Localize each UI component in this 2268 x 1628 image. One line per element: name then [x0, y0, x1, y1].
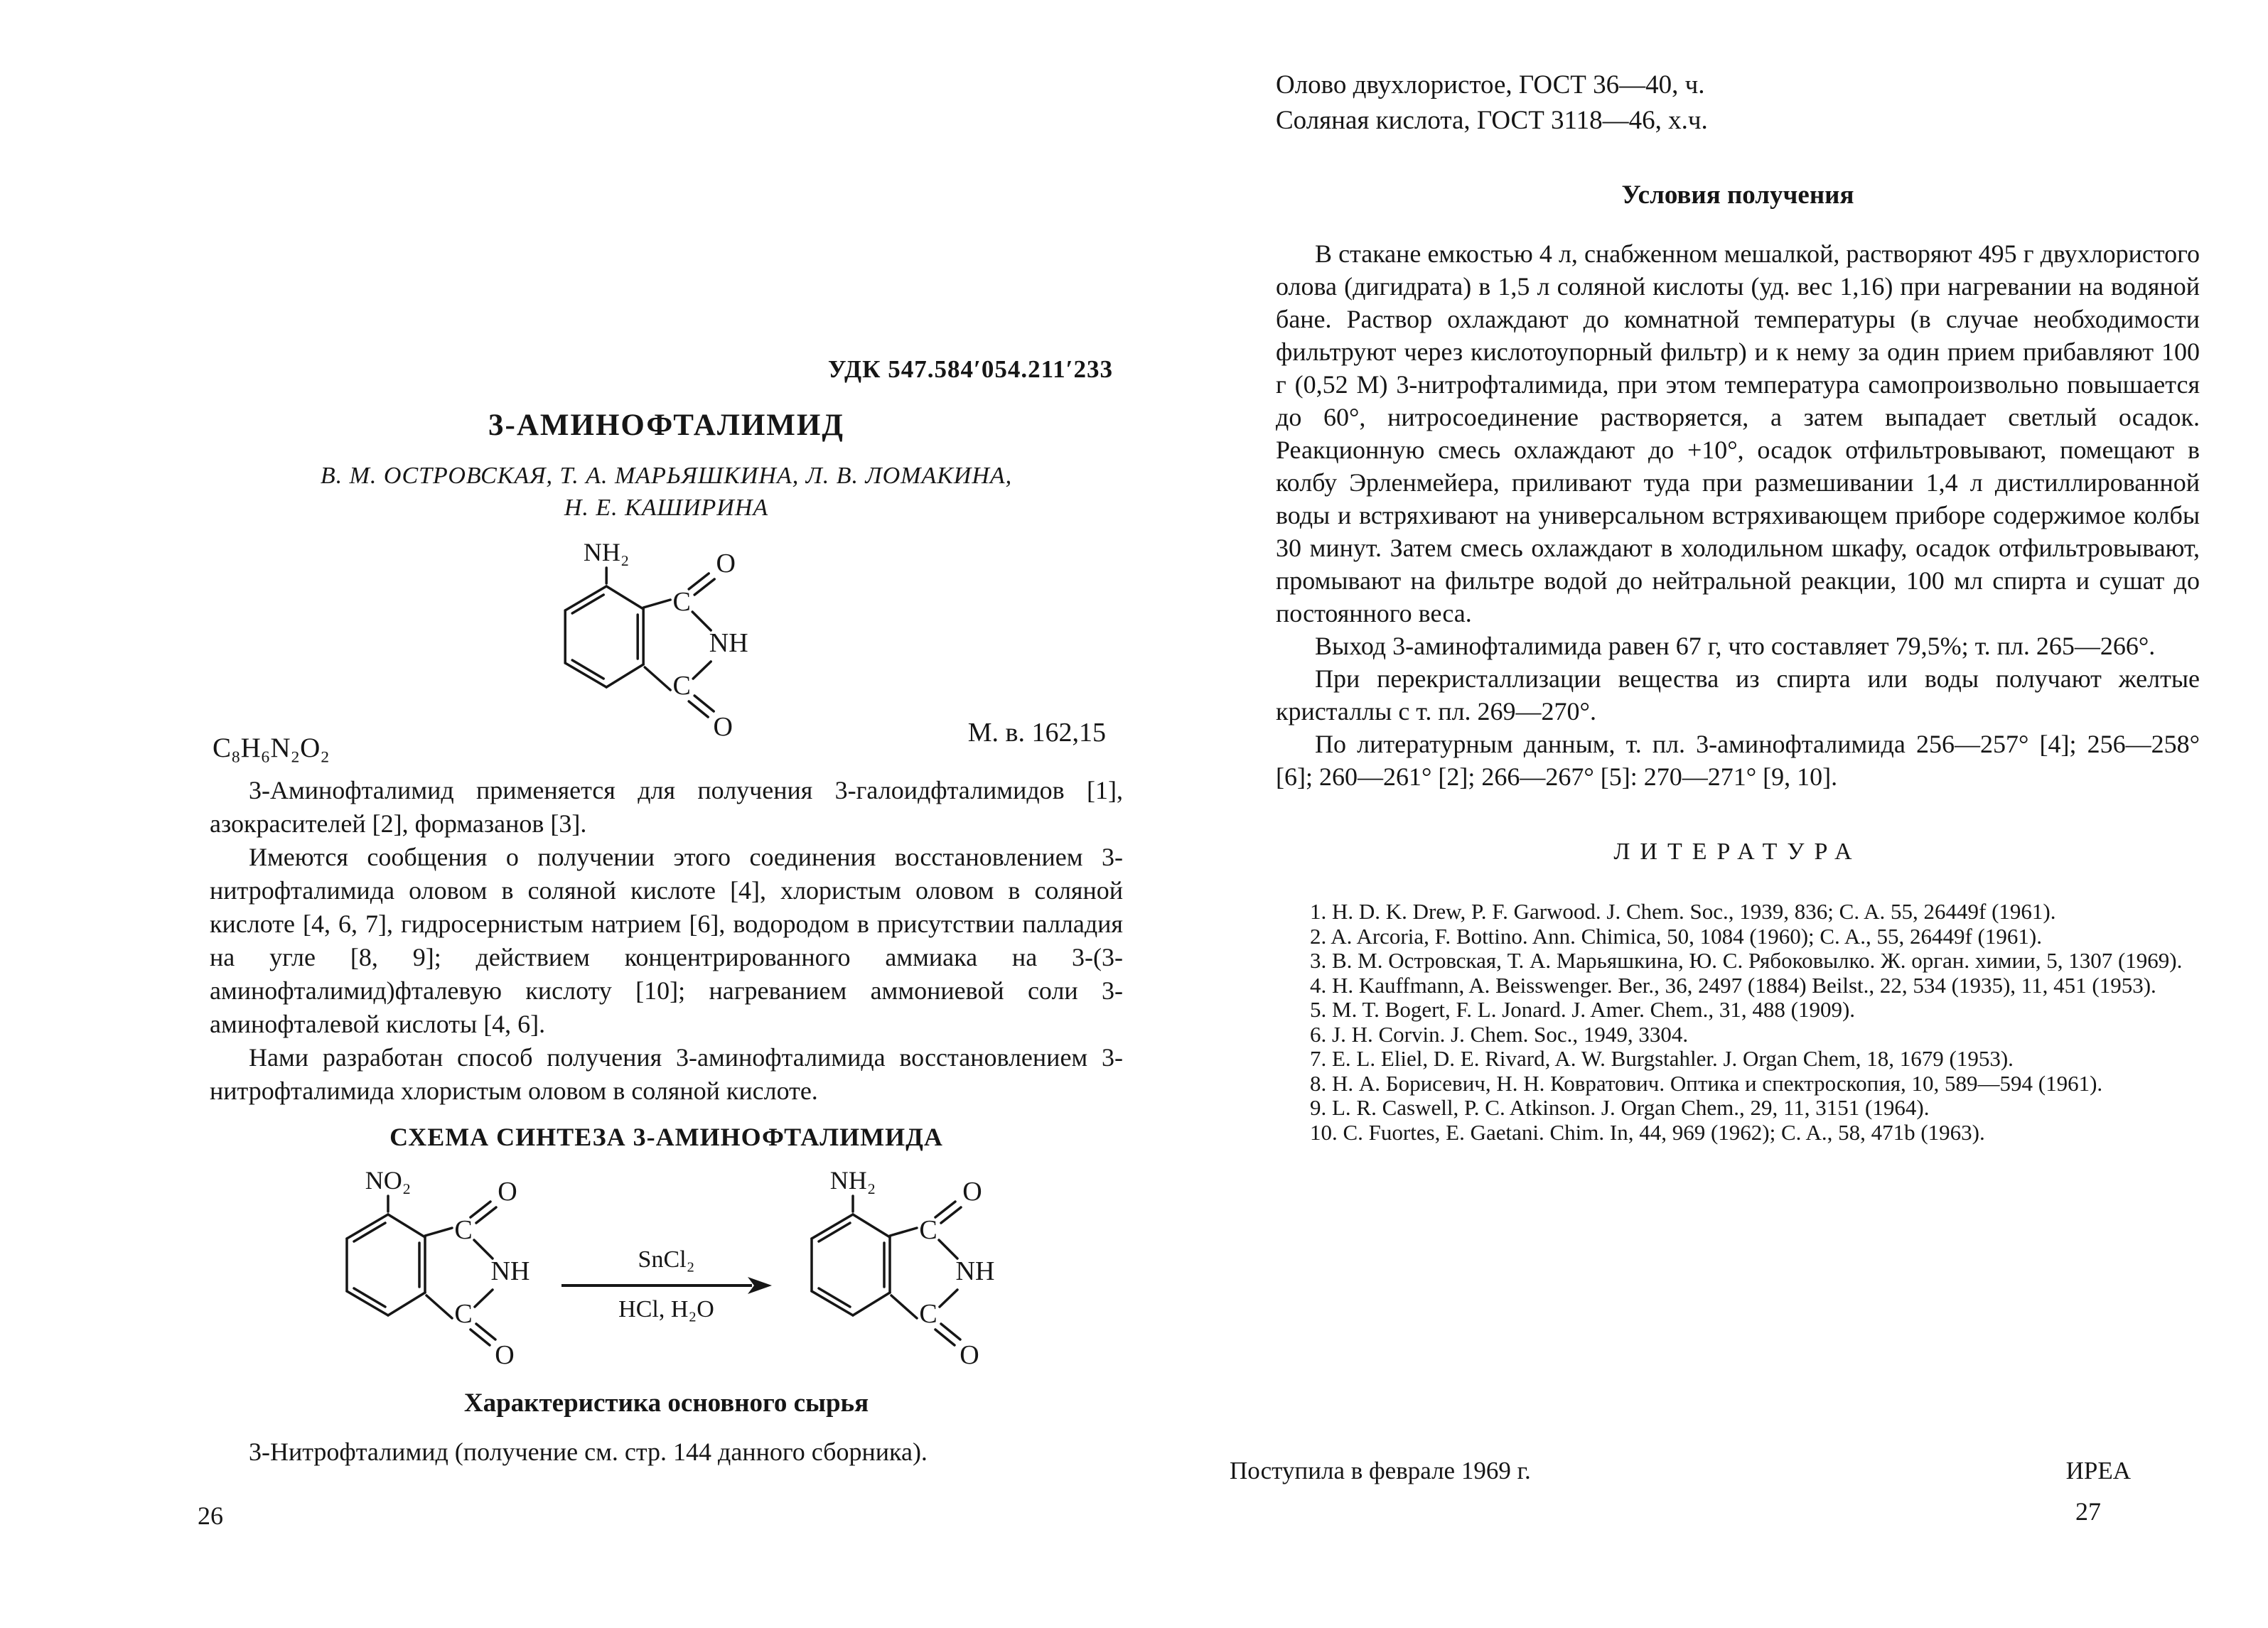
oxygen-atom-label: O [712, 712, 733, 742]
page-number-right: 27 [2075, 1497, 2101, 1526]
carbon-atom-label: C [453, 1299, 473, 1329]
reagent-line: Соляная кислота, ГОСТ 3118—46, х.ч. [1276, 106, 1708, 135]
amino-group-label: NH₂ [829, 1166, 876, 1195]
reference-item: 7. E. L. Eliel, D. E. Rivard, A. W. Burgstahler. J. Organ Chem, 18, 1679 (1953). [1310, 1046, 2014, 1071]
reference-item: 8. Н. А. Борисевич, Н. Н. Ковратович. Оптика и спектроскопия, 10, 589—594 (1961). [1310, 1070, 2103, 1096]
reaction-arrow [560, 1275, 773, 1295]
authors-line: В. М. ОСТРОВСКАЯ, Т. А. МАРЬЯШКИНА, Л. В. ЛОМАКИНА, [320, 463, 1013, 489]
oxygen-atom-label: O [494, 1340, 515, 1370]
reference-item: 2. A. Arcoria, F. Bottino. Ann. Chimica, 50, 1084 (1960); C. A., 55, 26449f (1961). [1310, 923, 2042, 949]
raw-materials-heading: Характеристика основного сырья [463, 1389, 869, 1418]
paragraph: Выход 3-аминофталимида равен 67 г, что составляет 79,5%; т. пл. 265—266°. [1315, 632, 2156, 660]
udk-number: УДК 547.584′054.211′233 [827, 355, 1113, 383]
product-structure-aminophthalimide [782, 1159, 1016, 1386]
conditions-heading: Условия получения [1621, 180, 1854, 210]
reagent-line: Олово двухлористое, ГОСТ 36—40, ч. [1276, 70, 1705, 99]
aminophthalimide-structure-diagram [535, 531, 770, 758]
paragraph: Имеются сообщения о получении этого соединения восстановлением 3-нитрофталимида оловом в соляной кислоте [4], хлористым оловом в соляной кислоте [4, 6, 7], гидросернистым натрием [6], водородом в присутствии палладия на угле [8, 9]; действием концентрированного аммиака на 3-(3-аминофталимид)фталевую кислоту [10]; нагреванием аммониевой соли 3-аминофталевой кислоты [4, 6]. [210, 843, 1123, 1038]
reference-item: 9. L. R. Caswell, P. C. Atkinson. J. Organ Chem., 29, 11, 3151 (1964). [1310, 1095, 1930, 1120]
arrow-reagent-top: SnCl₂ [638, 1246, 695, 1273]
right-body-text [1276, 237, 2200, 793]
oxygen-atom-label: O [715, 549, 736, 578]
imide-nh-label: NH [955, 1256, 994, 1286]
carbon-atom-label: C [918, 1215, 937, 1245]
reference-item: 10. C. Fuortes, E. Gaetani. Chim. In, 44, 969 (1962); C. A., 58, 471b (1963). [1310, 1119, 1985, 1145]
imide-nh-label: NH [490, 1256, 530, 1286]
page-right [1276, 68, 2200, 1145]
structure-band [210, 531, 1123, 767]
molecular-formula: C₈H₆N₂O₂ [213, 733, 330, 763]
reagent-list [1276, 68, 2200, 139]
received-date: Поступила в феврале 1969 г. [1230, 1457, 1531, 1484]
carbon-atom-label: C [672, 671, 691, 701]
paragraph: 3-Нитрофталимид (получение см. стр. 144 данного сборника). [249, 1438, 928, 1466]
received-row [1230, 1457, 2131, 1485]
molecular-weight: М. в. 162,15 [967, 718, 1106, 748]
carbon-atom-label: C [672, 587, 691, 617]
arrow-reagent-bottom: HCl, H₂O [618, 1296, 714, 1322]
paragraph: При перекристаллизации вещества из спирта или воды получают желтые кристаллы с т. пл. 269—270°. [1276, 664, 2200, 726]
authors-block [210, 460, 1123, 524]
reference-item: 3. В. М. Островская, Т. А. Марьяшкина, Ю. С. Рябоковылко. Ж. орган. химии, 5, 1307 (1969). [1310, 948, 2183, 973]
oxygen-atom-label: O [962, 1177, 982, 1207]
article-title: 3-АМИНОФТАЛИМИД [488, 409, 844, 442]
reference-item: 1. H. D. K. Drew, P. F. Garwood. J. Chem. Soc., 1939, 836; C. A. 55, 26449f (1961). [1310, 899, 2056, 924]
raw-materials-text [210, 1435, 1123, 1469]
organization-name: ИРЕА [2065, 1457, 2131, 1484]
page-left [210, 355, 1123, 1469]
paragraph: В стакане емкостью 4 л, снабженном мешалкой, растворяют 495 г двухлористого олова (дигидрата) в 1,5 л соляной кислоты (уд. вес 1,16) при нагревании на водяной бане. Раствор охлаждают до комнатной температуры (в случае необходимости фильтруют через кислотоупорный фильтр) и к нему за один прием прибавляют 100 г (0,52 М) 3-нитрофталимида, при этом температура самопроизвольно повышается до 60°, нитросоединение растворяется, а затем выпадает светлый осадок. Реакционную смесь охлаждают до +10°, осадок отфильтровывают, помещают в колбу Эрленмейера, приливают туда при размешивании 1,4 л дистиллированной воды и встряхивают на универсальном встряхивающем приборе содержимое колбы 30 минут. Затем смесь охлаждают в холодильном шкафу, осадок отфильтровывают, промывают на фильтре водой до нейтральной реакции, 100 мл спирта и сушат до постоянного веса. [1276, 239, 2200, 627]
paragraph: 3-Аминофталимид применяется для получения 3-галоидфталимидов [1], азокрасителей [2], формазанов [3]. [210, 776, 1123, 838]
reaction-scheme [210, 1159, 1123, 1386]
carbon-atom-label: C [918, 1299, 937, 1329]
reference-item: 5. M. T. Bogert, F. L. Jonard. J. Amer. Chem., 31, 488 (1909). [1310, 997, 1856, 1022]
paragraph: Нами разработан способ получения 3-аминофталимида восстановлением 3-нитрофталимида хлористым оловом в соляной кислоте. [210, 1043, 1123, 1105]
oxygen-atom-label: O [497, 1177, 517, 1207]
reaction-arrow-block [556, 1246, 778, 1323]
authors-line: Н. Е. КАШИРИНА [564, 495, 769, 521]
synthesis-scheme-heading: СХЕМА СИНТЕЗА 3-АМИНОФТАЛИМИДА [389, 1123, 943, 1151]
paragraph: По литературным данным, т. пл. 3-аминофталимида 256—257° [4]; 256—258° [6]; 260—261° [2]; 266—267° [5]: 270—271° [9, 10]. [1276, 730, 2200, 791]
carbon-atom-label: C [453, 1215, 473, 1245]
amino-group-label: NH₂ [583, 538, 629, 566]
page-number-left: 26 [198, 1502, 223, 1530]
reactant-structure-nitrophthalimide [317, 1159, 552, 1386]
reference-item: 6. J. H. Corvin. J. Chem. Soc., 1949, 3304. [1310, 1021, 1689, 1047]
reference-item: 4. H. Kauffmann, A. Beisswenger. Ber., 36, 2497 (1884) Beilst., 22, 534 (1935), 11, 451 (1953). [1310, 972, 2156, 998]
oxygen-atom-label: O [959, 1340, 979, 1370]
left-body-text [210, 774, 1123, 1108]
nitro-group-label: NO₂ [365, 1166, 411, 1195]
reference-list [1276, 900, 2200, 1145]
imide-nh-label: NH [709, 628, 748, 658]
literature-heading: ЛИТЕРАТУРА [1613, 839, 1862, 865]
